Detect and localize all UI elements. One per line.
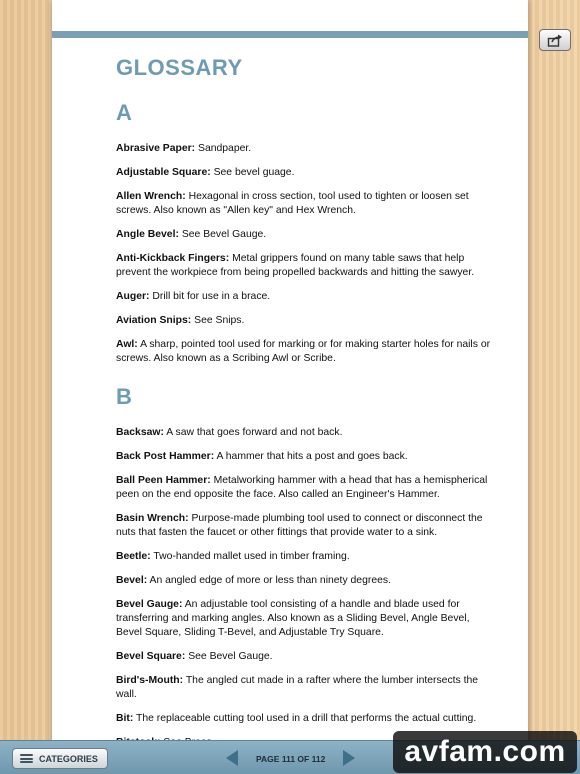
glossary-term: Ball Peen Hammer: (116, 475, 211, 486)
glossary-entry (116, 426, 496, 440)
categories-button[interactable] (12, 748, 108, 769)
glossary-definition: See Snips. (194, 315, 245, 326)
glossary-definition: Drill bit for use in a brace. (152, 291, 271, 302)
glossary-entry (116, 338, 496, 366)
glossary-term: Angle Bevel: (116, 229, 179, 240)
glossary-term: Auger: (116, 291, 150, 302)
glossary-definition: An angled edge of more or less than ninety degrees. (149, 575, 391, 586)
arrow-left-icon[interactable] (226, 750, 238, 766)
glossary-definition: Metalworking hammer with a head that has a hemispherical peen on the end opposite the face. Also called an Engineer's Hammer. (116, 475, 488, 500)
glossary-term: Bevel: (116, 575, 148, 586)
glossary-definition: Sandpaper. (198, 143, 252, 154)
glossary-definition: Two-handed mallet used in timber framing. (153, 551, 350, 562)
glossary-definition: See Bevel Gauge. (188, 651, 273, 662)
glossary-definition: An adjustable tool consisting of a handle and blade used for transferring and marking angles. Also known as a Sliding Bevel, Angle Bevel, Bevel Square, Sliding T-Bevel, and Adjustable Try Square. (116, 599, 470, 638)
glossary-term: Backsaw: (116, 427, 164, 438)
section-gap (116, 376, 496, 384)
menu-icon (20, 754, 33, 763)
glossary-term: Bit: (116, 713, 134, 724)
watermark (393, 731, 577, 773)
glossary-entry (116, 252, 496, 280)
page-title: GLOSSARY (116, 55, 243, 80)
glossary-term: Beetle: (116, 551, 151, 562)
glossary-entry (116, 290, 496, 304)
glossary-entry (116, 550, 496, 564)
glossary-entry (116, 598, 496, 640)
glossary-definition: Purpose-made plumbing tool used to connect or disconnect the nuts that fasten the faucet or other fittings that provide water to a sink. (116, 513, 483, 538)
glossary-term: Bird's-Mouth: (116, 675, 184, 686)
section-letter-heading: B (116, 384, 132, 409)
glossary-entry (116, 166, 496, 180)
glossary-term: Bevel Gauge: (116, 599, 183, 610)
glossary-entry (116, 142, 496, 156)
glossary-definition: Hexagonal in cross section, tool used to tighten or loosen set screws. Also known as "Allen key" and Hex Wrench. (116, 191, 469, 216)
section-letter-heading: A (116, 100, 132, 125)
glossary-sections (116, 100, 496, 750)
glossary-entry (116, 574, 496, 588)
header-rule (52, 31, 528, 38)
glossary-entry (116, 512, 496, 540)
glossary-entry (116, 228, 496, 242)
glossary-definition: A sharp, pointed tool used for marking or for making starter holes for nails or screws. Also known as a Scribing Awl or Scribe. (116, 339, 491, 364)
glossary-entry (116, 314, 496, 328)
glossary-definition: See bevel guage. (213, 167, 295, 178)
glossary-term: Anti-Kickback Fingers: (116, 253, 230, 264)
glossary-definition: A hammer that hits a post and goes back. (216, 451, 408, 462)
glossary-term: Allen Wrench: (116, 191, 186, 202)
glossary-term: Aviation Snips: (116, 315, 192, 326)
glossary-definition: See Bevel Gauge. (181, 229, 267, 240)
share-button[interactable] (539, 29, 571, 51)
glossary-definition: Metal grippers found on many table saws that help prevent the workpiece from being propelled backwards and hitting the sawyer. (116, 253, 475, 278)
glossary-entry (116, 650, 496, 664)
glossary-definition: The angled cut made in a rafter where the lumber intersects the wall. (116, 675, 479, 700)
document-page (52, 0, 528, 773)
arrow-right-icon[interactable] (343, 750, 355, 766)
glossary-term: Adjustable Square: (116, 167, 211, 178)
glossary-term: Awl: (116, 339, 138, 350)
categories-label: CATEGORIES (39, 753, 98, 764)
glossary-definition: The replaceable cutting tool used in a drill that performs the actual cutting. (136, 713, 477, 724)
glossary-term: Back Post Hammer: (116, 451, 215, 462)
glossary-entry (116, 674, 496, 702)
glossary-entry (116, 190, 496, 218)
glossary-term: Abrasive Paper: (116, 143, 196, 154)
glossary-entry (116, 474, 496, 502)
glossary-term: Basin Wrench: (116, 513, 189, 524)
page-indicator: PAGE 111 OF 112 (256, 754, 326, 764)
watermark-text: avfam.com (404, 735, 566, 768)
glossary-entry (116, 450, 496, 464)
glossary-content (116, 55, 496, 760)
glossary-term: Bevel Square: (116, 651, 186, 662)
share-icon (547, 34, 563, 47)
glossary-definition: A saw that goes forward and not back. (166, 427, 343, 438)
glossary-entry (116, 712, 496, 726)
